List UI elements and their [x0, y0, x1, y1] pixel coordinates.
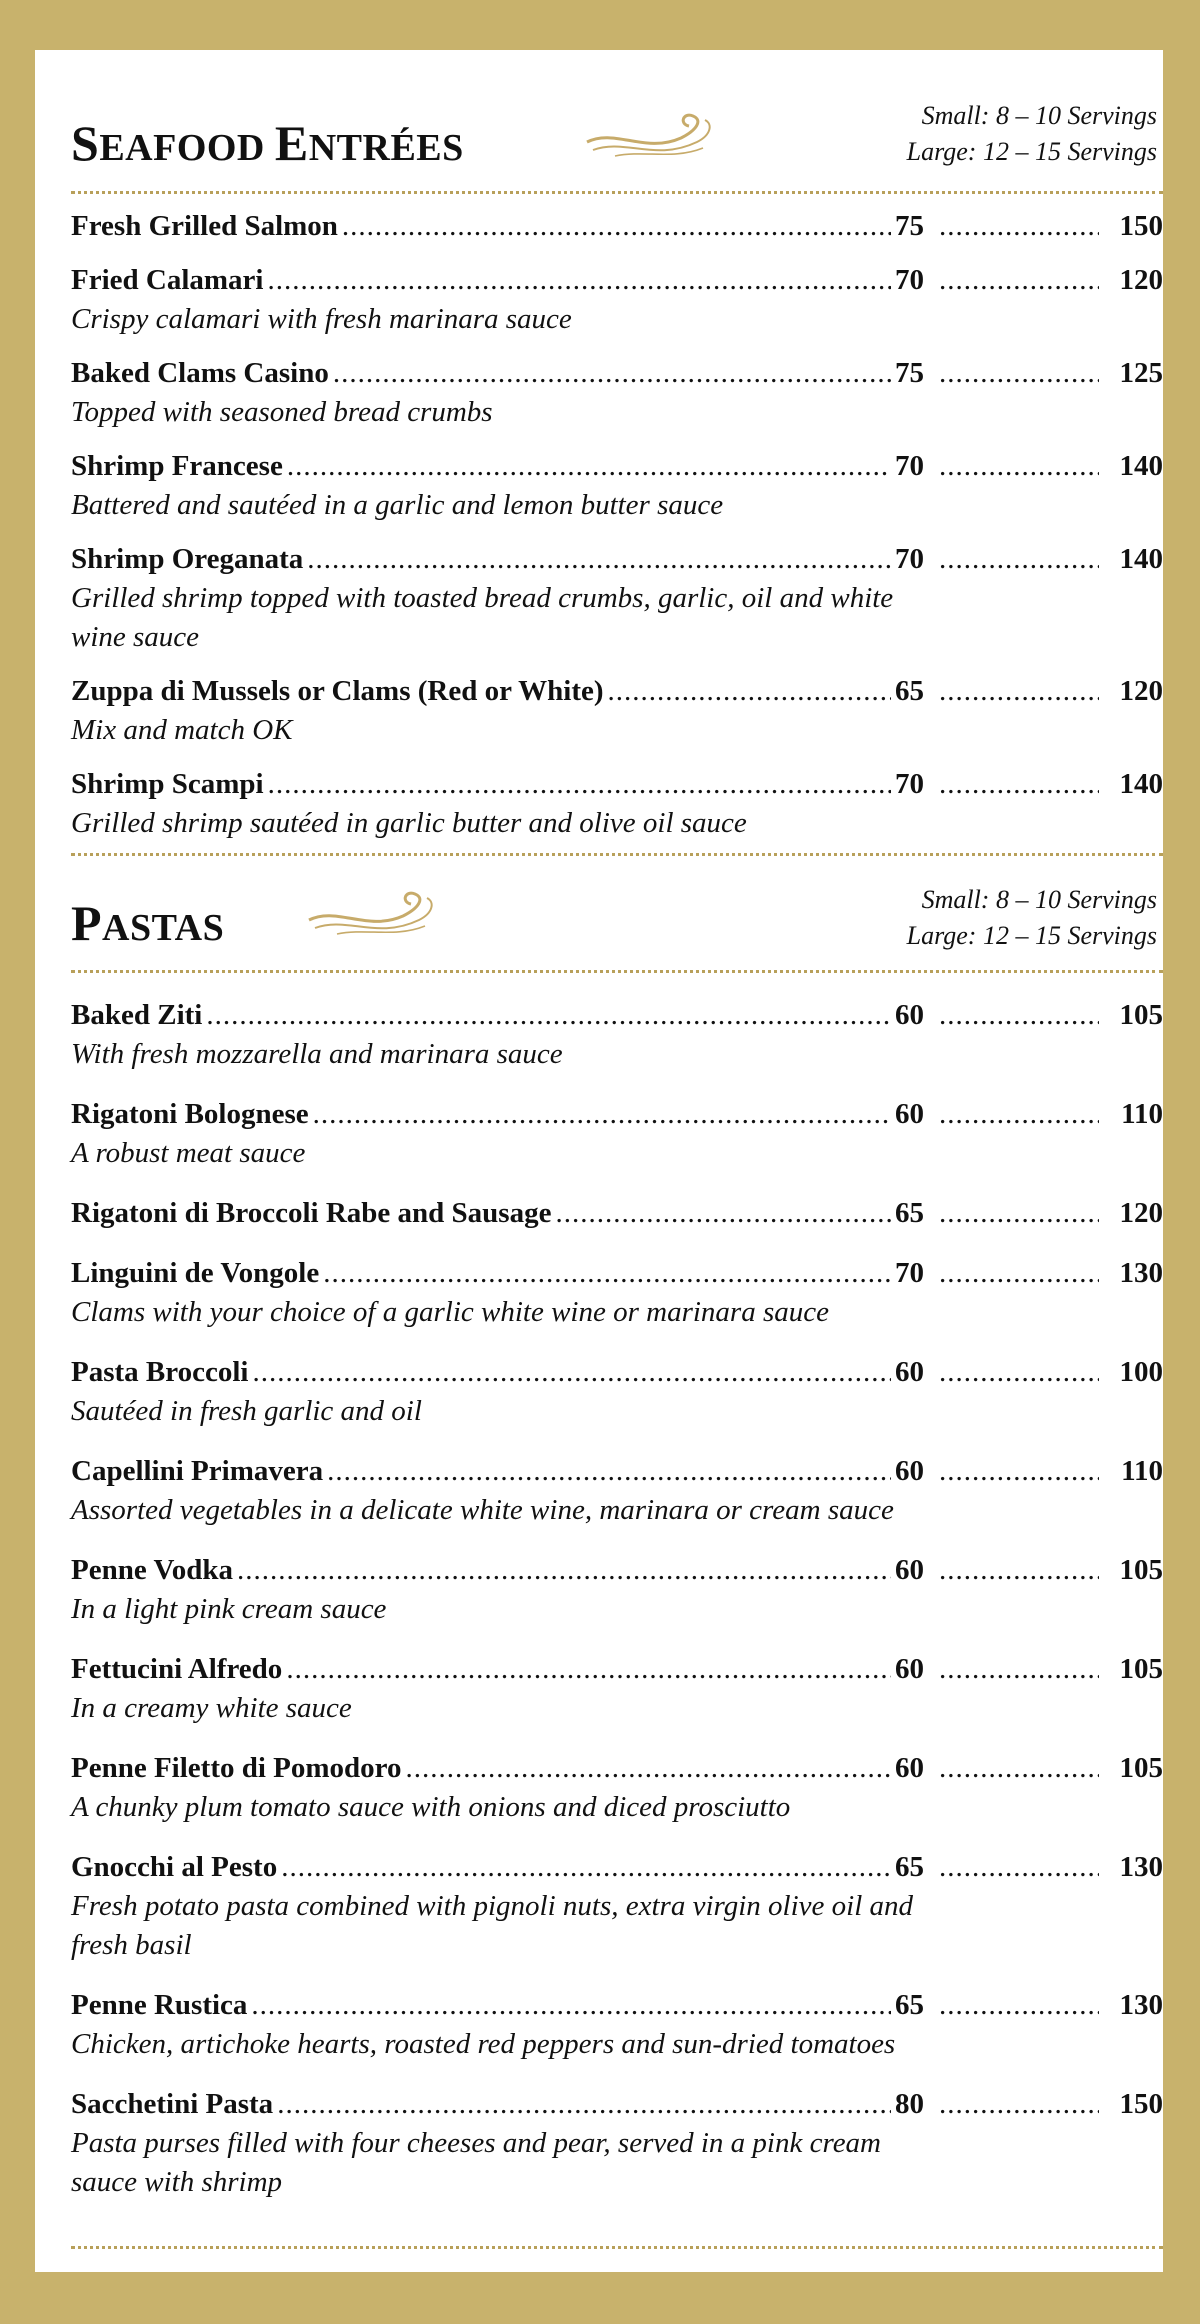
price-large: 105	[1119, 1752, 1163, 1784]
item-price-line	[71, 1193, 1163, 1233]
price-small: 70	[895, 768, 924, 800]
price-large: 120	[1119, 1197, 1163, 1229]
item-name: Zuppa di Mussels or Clams (Red or White)	[71, 675, 604, 707]
item-price-line	[71, 1748, 1163, 1788]
price-small: 65	[895, 1851, 924, 1883]
menu-item	[71, 446, 1163, 525]
item-price-line	[71, 1847, 1163, 1887]
item-price-line	[71, 539, 1163, 579]
menu-item	[71, 1550, 1163, 1629]
section-pastas	[71, 886, 1163, 2202]
item-description: Pasta purses filled with four cheeses and pear, served in a pink cream sauce with shrimp	[71, 2127, 882, 2198]
price-large: 125	[1119, 357, 1163, 389]
item-description: Assorted vegetables in a delicate white wine, marinara or cream sauce	[71, 1494, 894, 1526]
menu-item	[71, 1649, 1163, 1728]
item-name: Shrimp Francese	[71, 450, 283, 482]
item-price-line	[71, 260, 1163, 300]
price-small: 60	[895, 1752, 924, 1784]
price-small: 60	[895, 1554, 924, 1586]
dot-leader	[939, 995, 1099, 1035]
servings-large: Large: 12 – 15 Servings	[906, 921, 1157, 950]
servings-small: Small: 8 – 10 Servings	[921, 101, 1157, 130]
price-large: 105	[1119, 1653, 1163, 1685]
menu-item	[71, 1193, 1163, 1233]
section-seafood-entrees	[71, 98, 1163, 856]
section-header	[71, 98, 1163, 190]
item-description: Crispy calamari with fresh marinara sauce	[71, 303, 572, 335]
price-small: 60	[895, 1653, 924, 1685]
menu-item	[71, 764, 1163, 843]
item-price-line	[71, 2084, 1163, 2124]
item-name: Sacchetini Pasta	[71, 2088, 274, 2120]
menu-item	[71, 2084, 1163, 2202]
dot-leader	[267, 260, 891, 300]
dot-leader	[939, 1847, 1099, 1887]
item-price-line	[71, 1094, 1163, 1134]
item-description: Topped with seasoned bread crumbs	[71, 396, 493, 428]
item-name: Shrimp Oreganata	[71, 543, 304, 575]
item-price-line	[71, 1253, 1163, 1293]
item-description: Fresh potato pasta combined with pignoli nuts, extra virgin olive oil and fresh basil	[71, 1890, 914, 1961]
dot-leader	[939, 1352, 1099, 1392]
item-description: With fresh mozzarella and marinara sauce	[71, 1038, 563, 1070]
dot-leader	[939, 1550, 1099, 1590]
price-large: 120	[1119, 675, 1163, 707]
item-name: Gnocchi al Pesto	[71, 1851, 278, 1883]
flourish-icon	[585, 108, 719, 164]
price-large: 140	[1119, 768, 1163, 800]
price-large: 150	[1119, 210, 1163, 242]
item-description: Battered and sautéed in a garlic and lemon butter sauce	[71, 489, 724, 521]
price-small: 60	[895, 1356, 924, 1388]
item-name: Rigatoni di Broccoli Rabe and Sausage	[71, 1197, 552, 1229]
item-price-line	[71, 671, 1163, 711]
price-large: 110	[1121, 1098, 1163, 1130]
item-name: Fried Calamari	[71, 264, 264, 296]
price-small: 70	[895, 264, 924, 296]
price-large: 140	[1119, 450, 1163, 482]
item-name: Penne Rustica	[71, 1989, 248, 2021]
dot-leader	[939, 353, 1099, 393]
price-small: 65	[895, 675, 924, 707]
item-name: Pasta Broccoli	[71, 1356, 249, 1388]
dot-leader	[406, 1748, 891, 1788]
section-title: SEAFOOD ENTRÉES	[71, 115, 464, 171]
dot-leader	[277, 2084, 891, 2124]
dot-leader	[939, 1649, 1099, 1689]
price-small: 75	[895, 210, 924, 242]
price-large: 130	[1119, 1257, 1163, 1289]
item-price-line	[71, 353, 1163, 393]
dotted-divider	[71, 970, 1163, 973]
dot-leader	[281, 1847, 891, 1887]
dot-leader	[555, 1193, 891, 1233]
item-name: Fettucini Alfredo	[71, 1653, 283, 1685]
item-price-line	[71, 1352, 1163, 1392]
dotted-divider	[71, 2246, 1163, 2249]
price-small: 60	[895, 1455, 924, 1487]
price-small: 70	[895, 1257, 924, 1289]
price-large: 150	[1119, 2088, 1163, 2120]
item-name: Rigatoni Bolognese	[71, 1098, 309, 1130]
dot-leader	[307, 539, 891, 579]
item-description: A chunky plum tomato sauce with onions and diced prosciutto	[71, 1791, 791, 1823]
dot-leader	[608, 671, 891, 711]
menu-item	[71, 671, 1163, 750]
dot-leader	[286, 1649, 891, 1689]
section-header	[71, 886, 1163, 970]
dot-leader	[939, 446, 1099, 486]
price-small: 80	[895, 2088, 924, 2120]
item-price-line	[71, 446, 1163, 486]
item-list	[71, 995, 1163, 2202]
menu-item	[71, 1352, 1163, 1431]
dot-leader	[939, 206, 1099, 246]
price-large: 105	[1119, 1554, 1163, 1586]
item-price-line	[71, 1451, 1163, 1491]
item-price-line	[71, 1550, 1163, 1590]
dotted-divider	[71, 853, 1163, 856]
dot-leader	[939, 1985, 1099, 2025]
dot-leader	[939, 2084, 1099, 2124]
item-description: A robust meat sauce	[71, 1137, 306, 1169]
dot-leader	[237, 1550, 891, 1590]
menu-item	[71, 260, 1163, 339]
dot-leader	[939, 764, 1099, 804]
item-price-line	[71, 1649, 1163, 1689]
menu-item	[71, 1985, 1163, 2064]
item-description: Grilled shrimp sautéed in garlic butter and olive oil sauce	[71, 807, 747, 839]
price-large: 130	[1119, 1989, 1163, 2021]
menu-item	[71, 1253, 1163, 1332]
price-small: 65	[895, 1989, 924, 2021]
item-name: Penne Filetto di Pomodoro	[71, 1752, 402, 1784]
dot-leader	[939, 1748, 1099, 1788]
item-description: Sautéed in fresh garlic and oil	[71, 1395, 422, 1427]
menu-item	[71, 995, 1163, 1074]
price-small: 70	[895, 450, 924, 482]
dot-leader	[252, 1352, 891, 1392]
menu-item	[71, 206, 1163, 246]
price-small: 60	[895, 999, 924, 1031]
item-price-line	[71, 764, 1163, 804]
price-small: 65	[895, 1197, 924, 1229]
flourish-icon	[307, 886, 441, 942]
item-name: Linguini de Vongole	[71, 1257, 320, 1289]
price-large: 110	[1121, 1455, 1163, 1487]
dot-leader	[327, 1451, 891, 1491]
price-large: 100	[1119, 1356, 1163, 1388]
item-name: Penne Vodka	[71, 1554, 233, 1586]
price-large: 105	[1119, 999, 1163, 1031]
menu-item	[71, 539, 1163, 657]
menu-item	[71, 1451, 1163, 1530]
menu-card	[35, 50, 1163, 2272]
menu-item	[71, 1847, 1163, 1965]
item-description: Clams with your choice of a garlic white wine or marinara sauce	[71, 1296, 829, 1328]
dot-leader	[939, 1253, 1099, 1293]
item-name: Capellini Primavera	[71, 1455, 324, 1487]
servings-large: Large: 12 – 15 Servings	[906, 137, 1157, 166]
item-name: Baked Ziti	[71, 999, 203, 1031]
price-large: 120	[1119, 264, 1163, 296]
dot-leader	[939, 1094, 1099, 1134]
dot-leader	[939, 671, 1099, 711]
price-small: 70	[895, 543, 924, 575]
dot-leader	[323, 1253, 891, 1293]
dot-leader	[342, 206, 891, 246]
item-name: Fresh Grilled Salmon	[71, 210, 338, 242]
dot-leader	[313, 1094, 891, 1134]
item-description: Chicken, artichoke hearts, roasted red peppers and sun-dried tomatoes	[71, 2028, 896, 2060]
servings-info	[907, 882, 1157, 954]
section-title: PASTAS	[71, 895, 225, 951]
menu-item	[71, 1748, 1163, 1827]
menu-item	[71, 1094, 1163, 1173]
dot-leader	[251, 1985, 891, 2025]
price-small: 60	[895, 1098, 924, 1130]
dot-leader	[333, 353, 891, 393]
item-list	[71, 206, 1163, 843]
servings-info	[907, 98, 1157, 170]
dot-leader	[268, 764, 891, 804]
dot-leader	[939, 1451, 1099, 1491]
dot-leader	[206, 995, 891, 1035]
item-price-line	[71, 995, 1163, 1035]
item-description: Mix and match OK	[71, 714, 293, 746]
dotted-divider	[71, 191, 1163, 194]
item-description: In a creamy white sauce	[71, 1692, 352, 1724]
price-large: 140	[1119, 543, 1163, 575]
item-name: Baked Clams Casino	[71, 357, 329, 389]
servings-small: Small: 8 – 10 Servings	[921, 885, 1157, 914]
menu-item	[71, 353, 1163, 432]
price-small: 75	[895, 357, 924, 389]
item-price-line	[71, 206, 1163, 246]
item-description: Grilled shrimp topped with toasted bread crumbs, garlic, oil and white wine sauce	[71, 582, 894, 653]
price-large: 130	[1119, 1851, 1163, 1883]
item-price-line	[71, 1985, 1163, 2025]
dot-leader	[939, 260, 1099, 300]
dot-leader	[287, 446, 891, 486]
dot-leader	[939, 539, 1099, 579]
item-description: In a light pink cream sauce	[71, 1593, 387, 1625]
item-name: Shrimp Scampi	[71, 768, 264, 800]
dot-leader	[939, 1193, 1099, 1233]
